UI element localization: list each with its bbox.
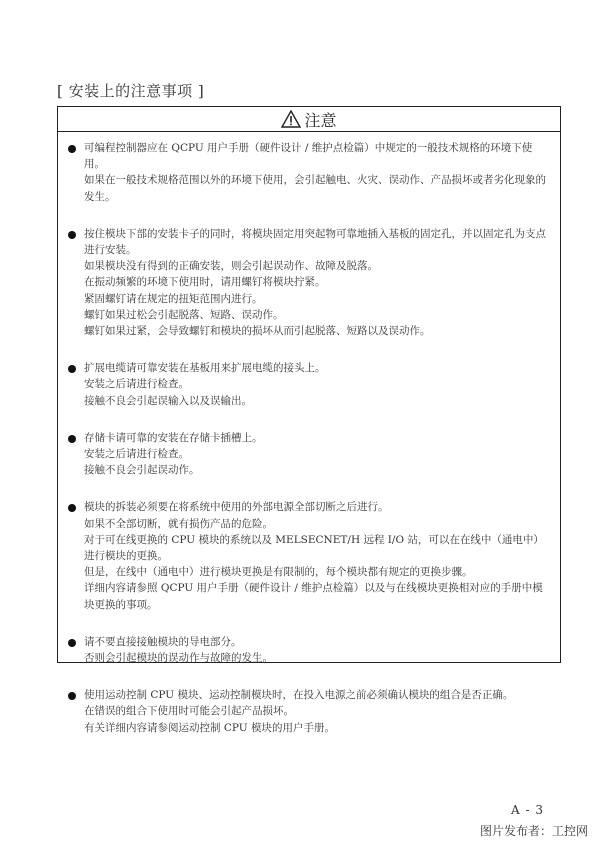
caution-header: [58, 107, 560, 132]
warning-triangle-icon: [281, 110, 301, 128]
caution-item: [68, 430, 550, 479]
bullet-icon: [68, 639, 76, 647]
caution-box: [57, 106, 561, 734]
caution-paragraph: 存储卡请可靠的安装在存储卡插槽上。: [84, 431, 263, 444]
caution-items: [58, 132, 560, 736]
caution-paragraph: 有关详细内容请参阅运动控制 CPU 模块的用户手册。: [84, 721, 335, 734]
caution-paragraph: 接触不良会引起误输入以及误输出。: [84, 394, 252, 407]
bullet-icon: [68, 145, 76, 153]
caution-item: [68, 360, 550, 409]
caution-paragraph: 螺钉如果过紧，会导致螺钉和模块的损坏从而引起脱落、短路以及误动作。: [84, 325, 431, 338]
caution-item-text: [84, 140, 550, 205]
caution-paragraph: 如果在一般技术规格范围以外的环境下使用，会引起触电、火灾、误动作、产品损坏或者劣化现象的发生。: [84, 174, 546, 203]
caution-paragraph: 详细内容请参照 QCPU 用户手册（硬件设计 / 维护点检篇）以及与在线模块更换相对应的手册中模块更换的事项。: [84, 582, 543, 611]
caution-paragraph: 否则会引起模块的误动作与故障的发生。: [84, 652, 273, 665]
page-number: A - 3: [511, 803, 544, 817]
caution-item-text: [84, 226, 550, 339]
caution-paragraph: 如果不全部切断，就有损伤产品的危险。: [84, 517, 273, 530]
caution-item-text: [84, 687, 550, 736]
bullet-icon: [68, 365, 76, 373]
caution-paragraph: 对于可在线更换的 CPU 模块的系统以及 MELSECNET/H 远程 I/O 站，可以在在线中（通电中）进行模块的更换。: [84, 533, 544, 563]
caution-paragraph: 在错误的组合下使用时可能会引起产品损坏。: [84, 705, 294, 718]
caution-paragraph: 安装之后请进行检查。: [84, 448, 189, 461]
caution-paragraph: 在振动频繁的环境下使用时，请用螺钉将模块拧紧。: [84, 276, 326, 289]
caution-item: [68, 634, 550, 666]
caution-item: [68, 499, 550, 612]
caution-paragraph: 请不要直接接触模块的导电部分。: [84, 635, 242, 648]
caution-paragraph: 安装之后请进行检查。: [84, 378, 189, 391]
caution-paragraph: 使用运动控制 CPU 模块、运动控制模块时，在投入电源之前必须确认模块的组合是否正确。: [84, 689, 514, 702]
section-title: [ 安装上的注意事项 ]: [57, 82, 205, 100]
caution-title: 注意: [304, 110, 337, 130]
bullet-icon: [68, 692, 76, 700]
caution-item-text: [84, 634, 550, 666]
bullet-icon: [68, 231, 76, 239]
caution-paragraph: 如果模块没有得到的正确安装，则会引起误动作、故障及脱落。: [84, 260, 378, 273]
caution-item-text: [84, 360, 550, 409]
caution-paragraph: 可编程控制器应在 QCPU 用户手册（硬件设计 / 维护点检篇）中规定的一般技术规格的环境下使用。: [84, 142, 533, 171]
watermark: 图片发布者：工控网: [479, 824, 588, 838]
caution-paragraph: 模块的拆装必须要在将系统中使用的外部电源全部切断之后进行。: [84, 501, 389, 514]
caution-paragraph: 接触不良会引起误动作。: [84, 464, 200, 477]
caution-item: [68, 226, 550, 339]
bullet-icon: [68, 504, 76, 512]
caution-paragraph: 但是，在线中（通电中）进行模块更换是有限制的，每个模块都有规定的更换步骤。: [84, 566, 473, 579]
caution-paragraph: 按住模块下部的安装卡子的同时，将模块固定用突起物可靠地插入基板的固定孔，并以固定孔为支点进行安装。: [84, 227, 546, 257]
caution-item-text: [84, 499, 550, 612]
caution-paragraph: 螺钉如果过松会引起脱落、短路、误动作。: [84, 308, 284, 321]
caution-paragraph: 扩展电缆请可靠安装在基板用来扩展电缆的接头上。: [84, 362, 326, 375]
caution-paragraph: 紧固螺钉请在规定的扭矩范围内进行。: [84, 292, 263, 305]
caution-item: [68, 140, 550, 205]
bullet-icon: [68, 435, 76, 443]
caution-item: [68, 687, 550, 736]
caution-item-text: [84, 430, 550, 479]
